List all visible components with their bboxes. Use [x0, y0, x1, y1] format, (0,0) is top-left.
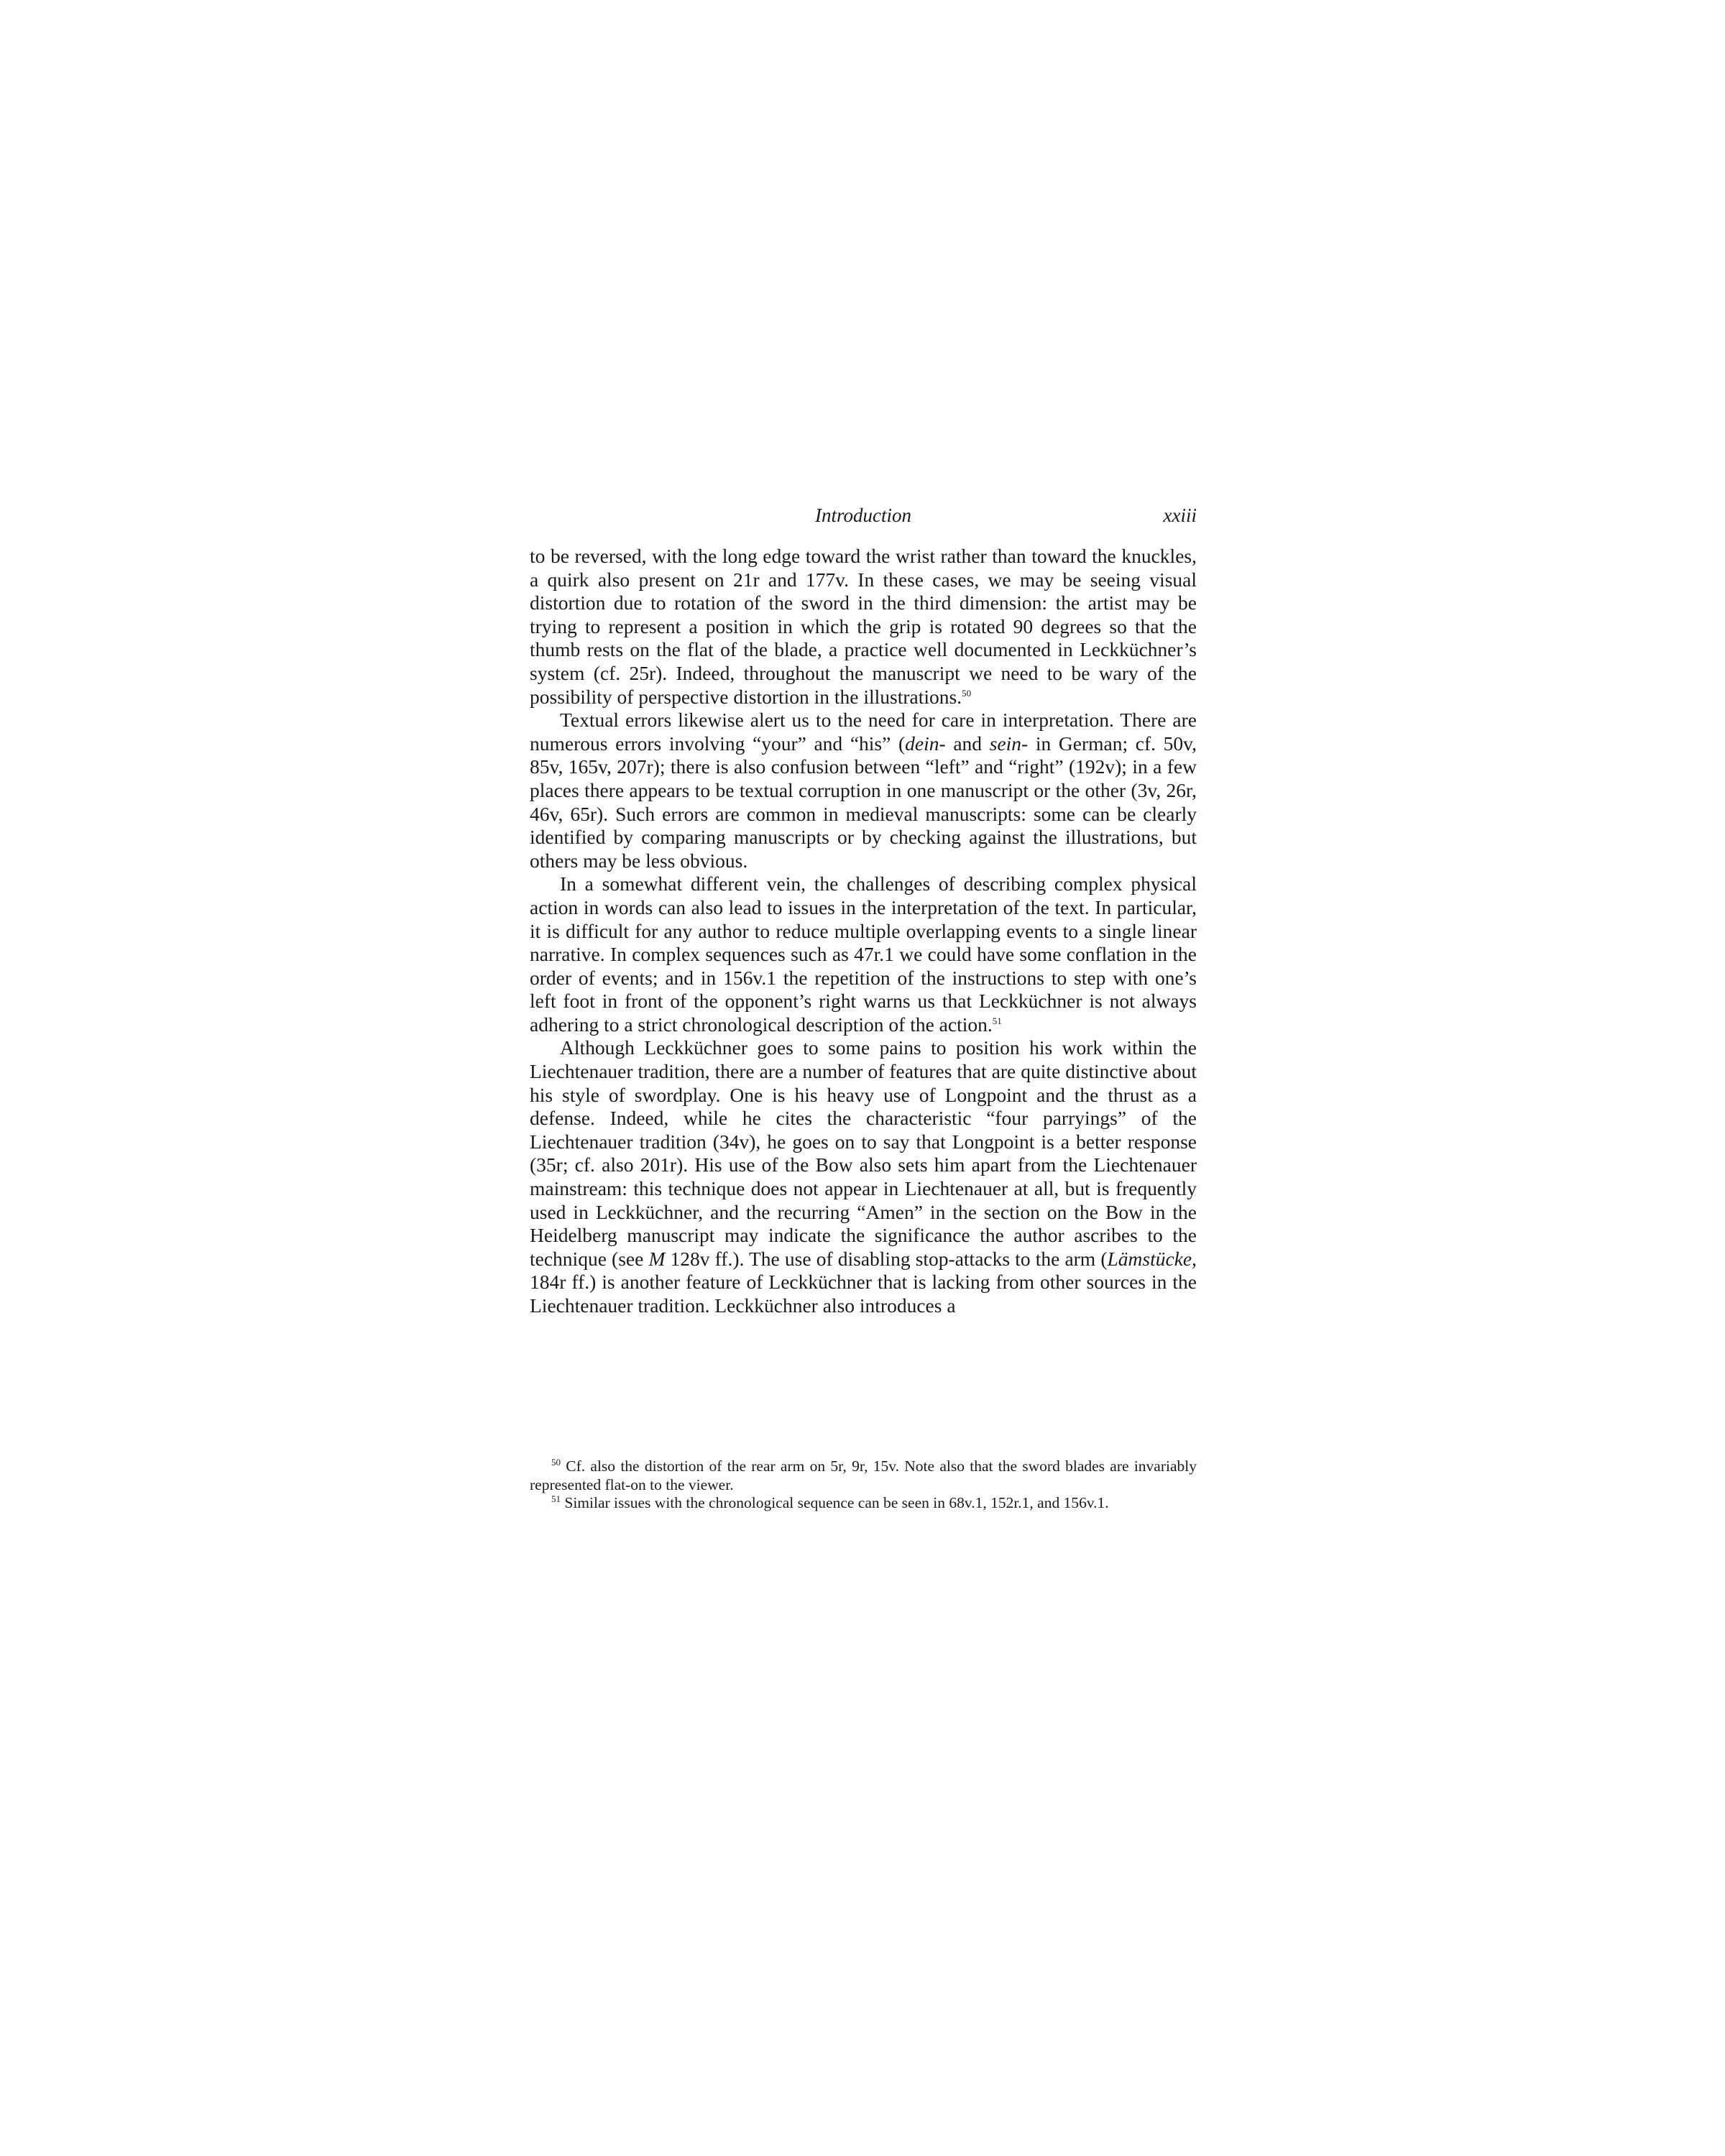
- paragraph-1-text: to be reversed, with the long edge toward the wrist rather than toward the knuckles, a quirk also present on 21r and 177v. In these cases, we may be seeing visual distortion due to rotation of the sword in the third dimension: the artist may be trying to represent a position in which the grip is rotated 90 degrees so that the thumb rests on the flat of the blade, a practice well documented in Leckküchner’s system (cf. 25r). Indeed, throughout the manuscript we need to be wary of the possibility of perspective distortion in the illustrations.: [530, 545, 1197, 708]
- footnote-50: [530, 1457, 1197, 1494]
- footnote-ref-50[interactable]: 50: [962, 687, 972, 699]
- footnote-number-50: 50: [551, 1456, 561, 1468]
- footnote-51: [530, 1494, 1197, 1513]
- paragraph-4: [530, 1036, 1197, 1317]
- body-text: [530, 545, 1197, 1318]
- page-number: xxiii: [1163, 505, 1197, 526]
- paragraph-2-text-c: in German; cf. 50v, 85v, 165v, 207r); there is also confusion between “left” and “right” (192v); in a few places there appears to be textual corruption in one manuscript or the other (3v, 26r, 46v, 65r). Such errors are common in medieval manuscripts: some can be clearly identified by comparing manuscripts or by checking against the illustrations, but others may be less obvious.: [530, 732, 1197, 872]
- paragraph-3: [530, 872, 1197, 1036]
- paragraph-2: [530, 709, 1197, 872]
- paragraph-1: [530, 545, 1197, 709]
- paragraph-3-text: In a somewhat different vein, the challenges of describing complex physical action in words can also lead to issues in the interpretation of the text. In particular, it is difficult for any author to reduce multiple overlapping events to a single linear narrative. In complex sequences such as 47r.1 we could have some conflation in the order of events; and in 156v.1 the repetition of the instructions to step with one’s left foot in front of the opponent’s right warns us that Leckküchner is not always adhering to a strict chronological description of the action.: [530, 872, 1197, 1036]
- paragraph-2-text-b: and: [945, 732, 990, 755]
- paragraph-2-italic-dein: dein-: [905, 732, 946, 755]
- footnote-51-text: Similar issues with the chronological sequence can be seen in 68v.1, 152r.1, and 156v.1.: [561, 1494, 1109, 1511]
- paragraph-4-italic-lamstucke: Lämstücke: [1107, 1247, 1192, 1270]
- paragraph-4-text-a: Although Leckküchner goes to some pains to position his work within the Liechtenauer tradition, there are a number of features that are quite distinctive about his style of swordplay. One is his heavy use of Longpoint and the thrust as a defense. Indeed, while he cites the characteristic “four parryings” of the Liechtenauer tradition (34v), he goes on to say that Longpoint is a better response (35r; cf. also 201r). His use of the Bow also sets him apart from the Liechtenauer mainstream: this technique does not appear in Liechtenauer at all, but is frequently used in Leckküchner, and the recurring “Amen” in the section on the Bow in the Heidelberg manuscript may indicate the significance the author ascribes to the technique (see: [530, 1036, 1197, 1270]
- paragraph-2-italic-sein: sein-: [989, 732, 1029, 755]
- paragraph-4-text-b: 128v ff.). The use of disabling stop-attacks to the arm (: [665, 1247, 1108, 1270]
- footnote-ref-51[interactable]: 51: [992, 1015, 1002, 1026]
- footnote-number-51: 51: [551, 1493, 561, 1504]
- footnote-50-text: Cf. also the distortion of the rear arm on 5r, 9r, 15v. Note also that the sword blades are invariably represented flat-on to the viewer.: [530, 1457, 1197, 1493]
- running-head: [530, 502, 1197, 529]
- paragraph-4-italic-m: M: [648, 1247, 666, 1270]
- running-head-title: Introduction: [815, 505, 911, 526]
- page-text-block: [530, 502, 1197, 1511]
- footnotes: [530, 1457, 1197, 1513]
- paragraph-2-text-a: Textual errors likewise alert us to the need for care in interpretation. There are numerous errors involving “your” and “his” (: [530, 709, 1197, 755]
- paragraph-4-text-c: , 184r ff.) is another feature of Leckküchner that is lacking from other sources in the Liechtenauer tradition. Leckküchner also introduces a: [530, 1247, 1197, 1317]
